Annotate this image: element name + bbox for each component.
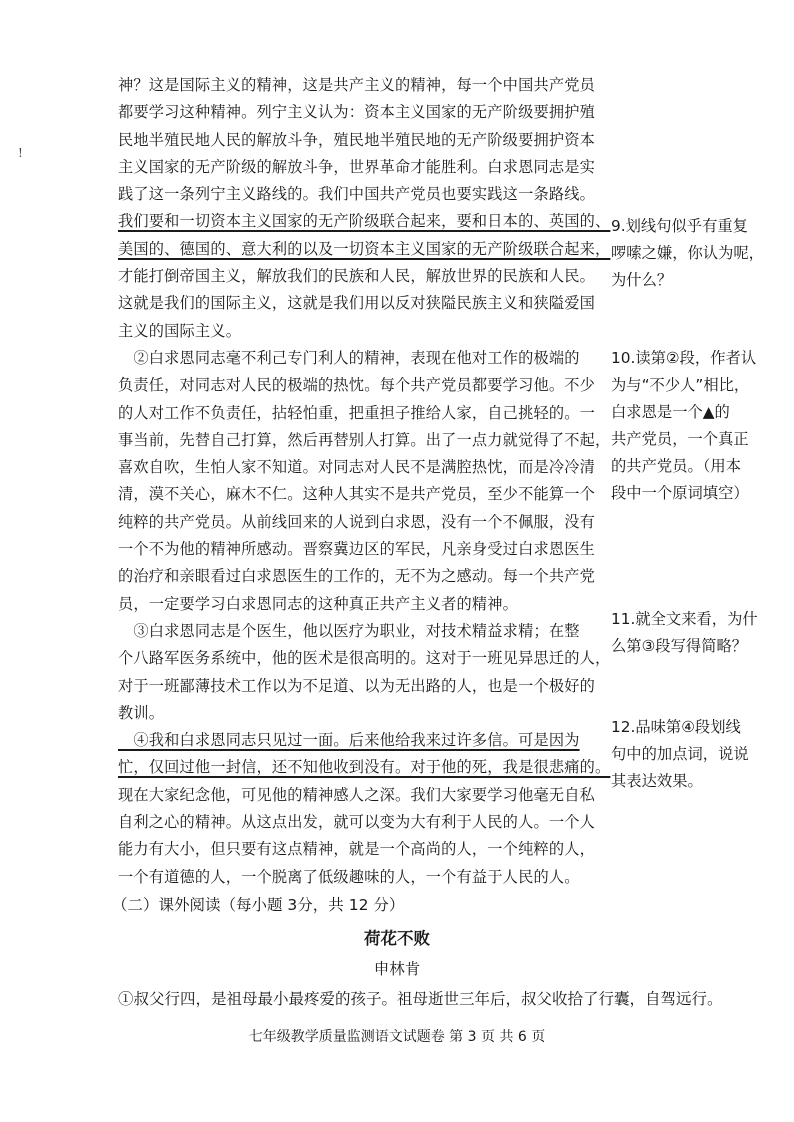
question-11 (611, 606, 789, 660)
question-12-line: 其表达效果。 (611, 772, 703, 790)
passage-line: ④我和白求恩同志只见过一面。后来他给我来过许多信。可是因为 (118, 731, 580, 750)
question-10 (611, 345, 789, 507)
passage-line: 践了这一条列宁主义路线的。我们中国共产党员也要实践这一条路线。 (118, 185, 596, 204)
question-12 (611, 714, 789, 795)
passage-line: 现在大家纪念他，可见他的精神感人之深。我们大家要学习他毫无自私 (118, 785, 596, 804)
passage-line: ③白求恩同志是个医生，他以医疗为职业，对技术精益求精；在整 (118, 621, 580, 640)
passage-line: 的治疗和亲眼看过白求恩医生的工作的，无不为之感动。每一个共产党 (118, 567, 596, 586)
page-footer: 七年级教学质量监测语文试题卷 第 3 页 共 6 页 (248, 1029, 546, 1045)
passage-line: 对于一班鄙薄技术工作以为不足道、以为无出路的人，也是一个极好的 (118, 676, 596, 695)
passage-line: 喜欢自吹，生怕人家不知道。对同志对人民不是满腔热忱，而是冷冷清 (118, 458, 596, 477)
question-10-line: 10.读第②段，作者认 (611, 349, 757, 367)
passage-line: 教训。 (118, 703, 165, 722)
question-10-line: 段中一个原词填空） (611, 484, 749, 502)
passage-line: 民地半殖民地人民的解放斗争，殖民地半殖民地的无产阶级要拥护资本 (118, 130, 596, 149)
passage-line: 才能打倒帝国主义，解放我们的民族和人民，解放世界的民族和人民。 (118, 267, 596, 286)
question-9-line: 9.划线句似乎有重复 (611, 217, 748, 235)
passage-line: 都要学习这种精神。列宁主义认为：资本主义国家的无产阶级要拥护殖 (118, 103, 596, 122)
article-title: 荷花不败 (364, 929, 430, 948)
passage-line: 事当前，先替自己打算，然后再替别人打算。出了一点力就觉得了不起， (118, 430, 611, 449)
passage-line: 清，漠不关心，麻木不仁。这种人其实不是共产党员，至少不能算一个 (118, 485, 596, 504)
passage-line: 美国的、德国的、意大利的以及一切资本主义国家的无产阶级联合起来， (118, 239, 611, 258)
question-12-line: 句中的加点词，说说 (611, 745, 749, 763)
passage-line: 负责任，对同志对人民的极端的热忱。每个共产党员都要学习他。不少 (118, 376, 596, 395)
passage-line: 自利之心的精神。从这点出发，就可以变为大有利于人民的人。一个人 (118, 813, 596, 832)
passage-line: 纯粹的共产党员。从前线回来的人说到白求恩，没有一个不佩服，没有 (118, 512, 596, 531)
passage-line: 神？这是国际主义的精神，这是共产主义的精神，每一个中国共产党员 (118, 76, 596, 94)
question-10-line: 为与“不少人”相比， (611, 376, 750, 394)
question-10-line: 共产党员，一个真正 (611, 430, 749, 448)
article-author: 申林肯 (373, 960, 421, 978)
question-10-line: 的共产党员。（用本 (611, 457, 742, 475)
passage-line: 我们要和一切资本主义国家的无产阶级联合起来，要和日本的、英国的、 (118, 212, 611, 231)
question-9-line: 为什么？ (611, 271, 673, 289)
question-11-line: 11.就全文来看，为什 (611, 610, 758, 628)
passage-line: 个八路军医务系统中，他的医术是很高明的。这对于一班见异思迁的人， (118, 649, 611, 668)
margin-mark: ! (18, 146, 23, 160)
question-9 (611, 213, 789, 294)
passage-line: 一个有道德的人，一个脱离了低级趣味的人，一个有益于人民的人。 (118, 867, 580, 886)
question-12-line: 12.品味第④段划线 (611, 718, 741, 736)
question-9-line: 啰嗦之嫌，你认为呢， (611, 244, 764, 262)
article-first-line: ①叔父行四，是祖母最小最疼爱的孩子。祖母逝世三年后，叔父收拾了行囊，自驾远行。 (118, 990, 723, 1008)
passage-line: 员，一定要学习白求恩同志的这种真正共产主义者的精神。 (118, 594, 519, 613)
passage-body (118, 72, 611, 891)
question-10-line: 白求恩是一个▲的 (611, 403, 730, 421)
passage-line: 这就是我们的国际主义，这就是我们用以反对狭隘民族主义和狭隘爱国 (118, 294, 596, 313)
passage-line: ②白求恩同志毫不利己专门利人的精神，表现在他对工作的极端的 (118, 348, 580, 367)
passage-line: 的人对工作不负责任，拈轻怕重，把重担子推给人家，自己挑轻的。一 (118, 403, 596, 422)
passage-line: 主义的国际主义。 (118, 321, 242, 340)
passage-line: 一个不为他的精神所感动。晋察冀边区的军民，凡亲身受过白求恩医生 (118, 540, 596, 559)
passage-line: 主义国家的无产阶级的解放斗争，世界革命才能胜利。白求恩同志是实 (118, 157, 596, 176)
passage-line: 能力有大小，但只要有这点精神，就是一个高尚的人，一个纯粹的人， (118, 840, 596, 859)
question-11-line: 么第③段写得简略？ (611, 637, 748, 655)
passage-line: 忙，仅回过他一封信，还不知他收到没有。对于他的死，我是很悲痛的。 (118, 758, 611, 777)
section-heading: （二）课外阅读（每小题 3分，共 12 分） (112, 896, 405, 914)
